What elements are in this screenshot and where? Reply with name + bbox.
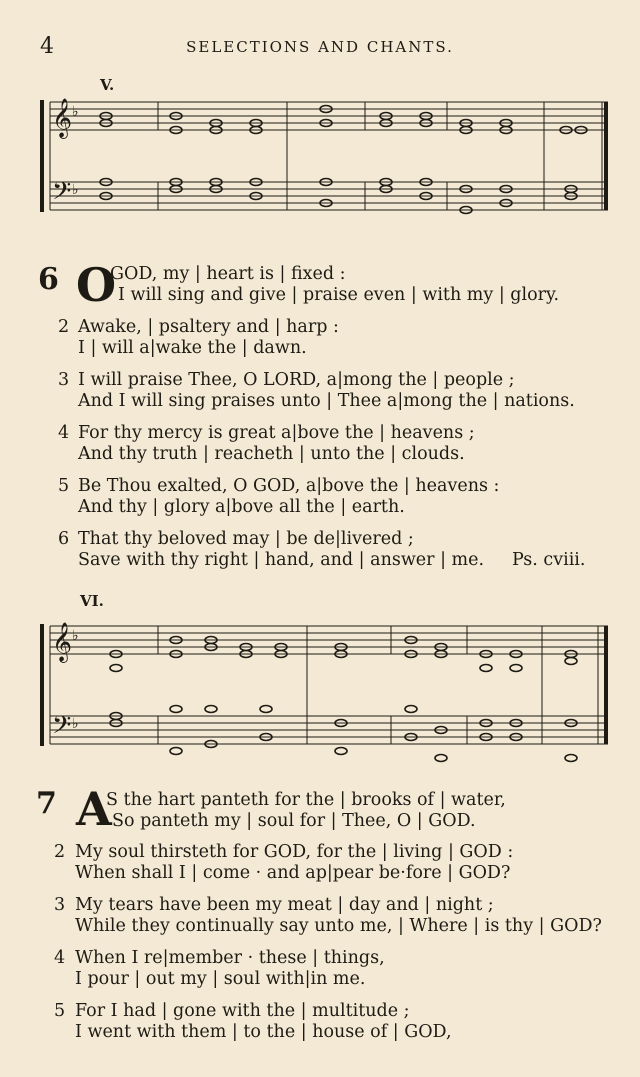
chant-vi-score xyxy=(36,614,616,774)
psalm-7-verse-1-line-2: So panteth my | soul for | Thee, O | GOD. xyxy=(112,811,476,831)
psalm-7-verse-2-num: 2 xyxy=(54,842,66,862)
psalm-6-verse-4-line-1: For thy mercy is great a|bove the | heavens ; xyxy=(78,423,475,443)
chant-vi-label: VI. xyxy=(80,592,104,610)
psalm-6-verse-6-num: 6 xyxy=(58,529,70,549)
psalm-6-verse-5-num: 5 xyxy=(58,476,70,496)
svg-text:♭: ♭ xyxy=(72,104,79,120)
psalm-6-reference: Ps. cviii. xyxy=(512,550,586,570)
psalm-7-verse-2-line-2: When shall I | come · and ap|pear be·fore | GOD? xyxy=(75,863,511,883)
svg-text:𝄢: 𝄢 xyxy=(52,711,72,746)
psalm-6-verse-6-line-2: Save with thy right | hand, and | answer | me. xyxy=(78,550,485,570)
psalm-6-verse-2-line-1: Awake, | psaltery and | harp : xyxy=(78,317,339,337)
psalm-7-verse-4-line-2: I pour | out my | soul with|in me. xyxy=(75,969,366,989)
psalm-6-verse-1-line-2: I will sing and give | praise even | with my | glory. xyxy=(118,285,560,305)
psalm-7-verse-3-num: 3 xyxy=(54,895,66,915)
psalm-6-verse-3-line-1: I will praise Thee, O LORD, a|mong the | people ; xyxy=(78,370,515,390)
svg-text:♭: ♭ xyxy=(72,716,79,732)
psalm-6-verse-2-line-2: I | will a|wake the | dawn. xyxy=(78,338,307,358)
psalm-7-verse-1-line-1: S the hart panteth for the | brooks of | water, xyxy=(106,790,506,810)
psalm-6-verse-4-line-2: And thy truth | reacheth | unto the | clouds. xyxy=(78,444,465,464)
psalm-6-verse-4-num: 4 xyxy=(58,423,70,443)
svg-text:𝄞: 𝄞 xyxy=(52,622,73,662)
svg-text:♭: ♭ xyxy=(72,628,79,644)
psalm-7-verse-4-num: 4 xyxy=(54,948,66,968)
page-number: 4 xyxy=(40,34,54,59)
psalm-7-verse-5-line-2: I went with them | to the | house of | GOD, xyxy=(75,1022,452,1042)
chant-v-label: V. xyxy=(100,76,115,94)
psalm-7-verse-3-line-1: My tears have been my meat | day and | night ; xyxy=(75,895,494,915)
psalm-7-dropcap: A xyxy=(76,782,112,836)
psalm-6-number: 6 xyxy=(38,262,59,297)
psalm-7-verse-5-line-1: For I had | gone with the | multitude ; xyxy=(75,1001,410,1021)
psalm-6-verse-5-line-2: And thy | glory a|bove all the | earth. xyxy=(78,497,405,517)
psalm-6-verse-5-line-1: Be Thou exalted, O GOD, a|bove the | heavens : xyxy=(78,476,500,496)
psalm-6-verse-1-line-1: GOD, my | heart is | fixed : xyxy=(110,264,346,284)
psalm-6-verse-6-line-1: That thy beloved may | be de|livered ; xyxy=(78,529,414,549)
svg-text:𝄢: 𝄢 xyxy=(52,177,72,212)
svg-text:𝄞: 𝄞 xyxy=(52,98,73,138)
svg-text:♭: ♭ xyxy=(72,182,79,198)
psalm-7-verse-5-num: 5 xyxy=(54,1001,66,1021)
running-head: SELECTIONS AND CHANTS. xyxy=(186,38,454,56)
psalm-7-number: 7 xyxy=(36,786,57,821)
psalm-6-verse-3-line-2: And I will sing praises unto | Thee a|mong the | nations. xyxy=(78,391,575,411)
psalm-6-verse-2-num: 2 xyxy=(58,317,70,337)
psalm-7-verse-2-line-1: My soul thirsteth for GOD, for the | living | GOD : xyxy=(75,842,514,862)
psalm-7-verse-4-line-1: When I re|member · these | things, xyxy=(75,948,385,968)
chant-v-score xyxy=(36,96,616,246)
psalm-6-verse-3-num: 3 xyxy=(58,370,70,390)
psalm-6-dropcap: O xyxy=(76,258,117,312)
psalm-7-verse-3-line-2: While they continually say unto me, | Where | is thy | GOD? xyxy=(75,916,602,936)
